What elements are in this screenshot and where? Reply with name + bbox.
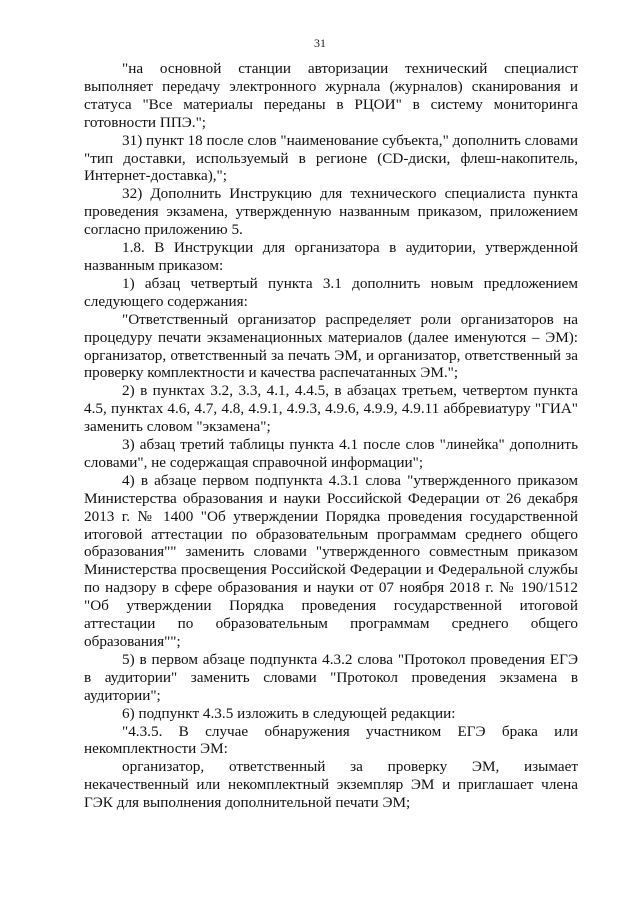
paragraph: "4.3.5. В случае обнаружения участником ЕГЭ брака или некомплектности ЭМ: — [84, 722, 578, 758]
paragraph: "на основной станции авторизации технический специалист выполняет передачу электронного журнала (журналов) сканирования и статуса "Все материалы переданы в РЦОИ" в систему мониторинга готовности ППЭ."; — [84, 60, 578, 131]
document-body — [84, 60, 578, 812]
paragraph: организатор, ответственный за проверку ЭМ, изымает некачественный или некомплектный экземпляр ЭМ и приглашает члена ГЭК для выполнения дополнительной печати ЭМ; — [84, 758, 578, 812]
paragraph: 6) подпункт 4.3.5 изложить в следующей редакции: — [122, 704, 456, 722]
paragraph: 2) в пунктах 3.2, 3.3, 4.1, 4.4.5, в абзацах третьем, четвертом пункта 4.5, пунктах 4.6, 4.7, 4.8, 4.9.1, 4.9.3, 4.9.6, 4.9.9, 4.9.11 аббревиатуру "ГИА" заменить словом "экзамена"; — [84, 382, 578, 436]
paragraph: 1) абзац четвертый пункта 3.1 дополнить новым предложением следующего содержания: — [84, 274, 578, 310]
paragraph: 31) пункт 18 после слов "наименование субъекта," дополнить словами "тип доставки, используемый в регионе (CD-диски, флеш-накопитель, Интернет-доставка),"; — [84, 131, 578, 185]
paragraph: 1.8. В Инструкции для организатора в аудитории, утвержденной названным приказом: — [84, 239, 578, 274]
paragraph: 4) в абзаце первом подпункта 4.3.1 слова "утвержденного приказом Министерства образования и науки Российской Федерации от 26 декабря 2013 г. № 1400 "Об утверждении Порядка проведения государственной итоговой аттестации по образовательным программам среднего общего образования"" заменить словами "утвержденного совместным приказом Министерства просвещения Российской Федерации и Федеральной службы по надзору в сфере образования и науки от 07 ноября 2018 г. № 190/1512 "Об утверждении Порядка проведения государственной итоговой аттестации по образовательным программам среднего общего образования""; — [84, 471, 578, 650]
page-number: 31 — [314, 36, 326, 50]
paragraph: 32) Дополнить Инструкцию для технического специалиста пункта проведения экзамена, утвержденную названным приказом, приложением согласно приложению 5. — [84, 185, 578, 239]
paragraph: 5) в первом абзаце подпункта 4.3.2 слова "Протокол проведения ЕГЭ в аудитории" заменить словами "Протокол проведения экзамена в аудитории"; — [84, 650, 578, 704]
paragraph: "Ответственный организатор распределяет роли организаторов на процедуру печати экзаменационных материалов (далее именуются – ЭМ): организатор, ответственный за печать ЭМ, и организатор, ответственный за проверку комплектности и качества распечатанных ЭМ."; — [84, 310, 578, 382]
paragraph: 3) абзац третий таблицы пункта 4.1 после слов "линейка" дополнить словами", не содержащая справочной информации"; — [84, 436, 578, 471]
